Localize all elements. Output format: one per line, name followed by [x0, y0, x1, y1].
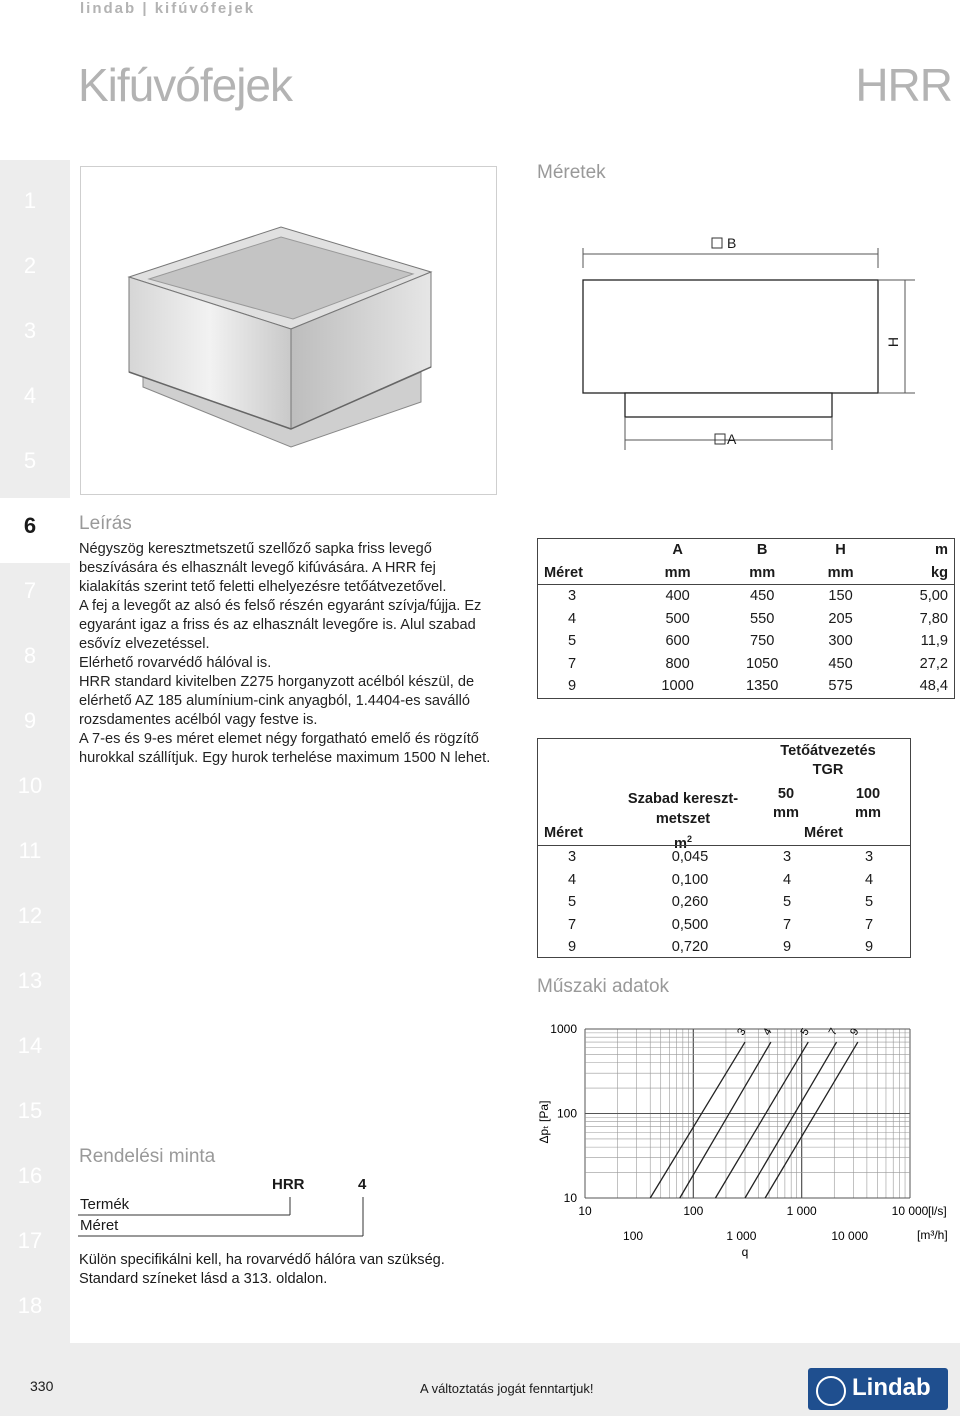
free-area-title-2: metszet [655, 811, 711, 827]
breadcrumb: lindab | kifúvófejek [80, 0, 256, 17]
description-paragraph: Négyszög keresztmetszetű szellőző sapka friss levegő beszívására és elhasznált levegő kifúvására. A HRR fej kialakítás szerint tető feletti elhelyezésre tetőátvezetővel. [79, 541, 447, 595]
table-cell: 0,100 [671, 871, 709, 888]
order-code-size: 4 [358, 1176, 367, 1193]
x-unit-m3h: [m³/h] [917, 1228, 948, 1242]
x-tick-label-m3h: 100 [623, 1229, 644, 1243]
table-row [538, 936, 910, 959]
description-heading: Leírás [79, 513, 132, 534]
chapter-number[interactable]: 16 [17, 1163, 43, 1188]
x-tick-label-ls: 10 000 [891, 1204, 929, 1218]
table-header-cell: kg [930, 564, 948, 581]
table-cell: 9 [864, 939, 874, 956]
chapter-number[interactable]: 5 [23, 448, 37, 473]
order-note-2: Standard színeket lásd a 313. oldalon. [79, 1271, 328, 1287]
chapter-number[interactable]: 4 [23, 383, 37, 408]
table-cell: 575 [828, 678, 853, 695]
table-cell: 0,260 [671, 894, 709, 911]
footer-note: A változtatás jogát fenntartjuk! [420, 1381, 594, 1396]
table-cell: 4 [568, 871, 577, 888]
chapter-number[interactable]: 9 [23, 708, 37, 733]
chapter-number[interactable]: 15 [17, 1098, 43, 1123]
dimension-a-label: A [727, 431, 737, 447]
col-50-unit: mm [773, 805, 799, 821]
roof-hood-illustration [81, 167, 496, 494]
table-cell: 3 [568, 588, 577, 605]
table-cell: 3 [782, 849, 792, 866]
free-area-unit: m [674, 835, 687, 852]
tgr-header [768, 742, 888, 780]
table-cell: 4 [782, 871, 792, 888]
chapter-number[interactable]: 14 [17, 1033, 43, 1058]
chapter-number[interactable]: 7 [23, 578, 37, 603]
chart-grid [585, 1029, 910, 1198]
series-label-9: 9 [848, 1026, 862, 1038]
product-photo [80, 166, 497, 495]
y-tick-label: 10 [563, 1191, 577, 1205]
description-paragraph: Elérhető rovarvédő hálóval is. [79, 655, 272, 671]
table-cell: 11,9 [920, 633, 948, 650]
table-cell: 4 [864, 871, 874, 888]
table-cell: 300 [828, 633, 853, 650]
table-row [538, 608, 955, 631]
series-label-4: 4 [761, 1026, 775, 1038]
table-header-cell: m [935, 542, 948, 559]
y-tick-label: 100 [556, 1106, 577, 1121]
tgr-size-header: Méret [804, 825, 843, 841]
table-cell: 7 [568, 916, 577, 933]
col-100-unit: mm [855, 805, 881, 821]
table-cell: 4 [568, 610, 577, 627]
table-row [538, 630, 955, 653]
chapter-number[interactable]: 17 [17, 1228, 43, 1253]
x-tick-label-ls: 100 [683, 1204, 704, 1218]
table-cell: 48,4 [919, 678, 948, 695]
table-cell: 3 [864, 849, 874, 866]
chapter-number[interactable]: 1 [23, 188, 37, 213]
table-cell: 550 [750, 610, 775, 627]
order-heading: Rendelési minta [79, 1146, 216, 1167]
table-cell: 5,00 [919, 588, 948, 605]
free-area-table [537, 738, 911, 958]
table-cell: 500 [665, 610, 690, 627]
table-cell: 0,720 [671, 939, 709, 956]
series-label-7: 7 [826, 1026, 841, 1038]
chapter-number[interactable]: 8 [23, 643, 37, 668]
page-title: Kifúvófejek [78, 59, 293, 111]
dimensions-heading: Méretek [537, 162, 606, 183]
description-paragraph: HRR standard kivitelben Z275 horganyzott acélból készül, de elérhető AZ 185 alumínium-cink anyagból, 1.4404-es saválló rozsdamentes acélból vagy festve is. [79, 674, 475, 728]
chapter-number[interactable]: 12 [17, 903, 43, 928]
table-cell: 9 [568, 939, 577, 956]
col-50-label: 50 [777, 786, 795, 802]
table-cell: 7 [568, 655, 577, 672]
chapter-number[interactable]: 18 [17, 1293, 43, 1318]
tgr-subtitle: TGR [812, 762, 844, 778]
x-tick-label-m3h: 1 000 [726, 1229, 757, 1243]
x-axis-label: q [741, 1245, 749, 1259]
order-label-product: Termék [80, 1196, 130, 1213]
order-code-product: HRR [272, 1176, 305, 1193]
chapter-number[interactable]: 2 [23, 253, 37, 278]
chapter-number-active[interactable]: 6 [23, 513, 37, 538]
table-row [538, 846, 910, 869]
dimension-b-label: B [727, 235, 737, 251]
table-cell: 450 [828, 655, 853, 672]
series-line-5 [715, 1042, 808, 1198]
table-cell: 1350 [745, 678, 779, 695]
free-area-unit-sup: 2 [686, 834, 692, 844]
chapter-number[interactable]: 10 [17, 773, 43, 798]
technical-data-heading: Műszaki adatok [537, 976, 670, 997]
dimension-h-label: H [885, 336, 902, 348]
table-cell: 1050 [745, 655, 779, 672]
series-line-9 [765, 1042, 858, 1198]
table-row [538, 675, 955, 698]
chapter-number[interactable]: 13 [17, 968, 43, 993]
col-100-label: 100 [855, 786, 881, 802]
y-axis-label: Δpₜ [Pa] [537, 1100, 551, 1144]
table-cell: 3 [568, 849, 577, 866]
table-row [538, 869, 910, 892]
x-tick-label-ls: 10 [578, 1204, 592, 1218]
table-cell: 5 [568, 633, 577, 650]
table-header-cell: Méret [544, 564, 583, 581]
table-cell: 5 [568, 894, 577, 911]
table-row [538, 914, 910, 937]
tgr-title: Tetőátvezetés [780, 743, 876, 759]
col-50 [766, 785, 806, 823]
table-cell: 1000 [661, 678, 694, 695]
table-cell: 600 [665, 633, 690, 650]
table-cell: 9 [568, 678, 577, 695]
table-cell: 0,500 [671, 916, 709, 933]
x-tick-label-ls: 1 000 [786, 1204, 817, 1218]
order-note-1: Külön specifikálni kell, ha rovarvédő hálóra van szükség. [79, 1252, 445, 1268]
table-cell: 205 [828, 610, 853, 627]
x-tick-label-m3h: 10 000 [831, 1229, 869, 1243]
chapter-number[interactable]: 3 [23, 318, 37, 343]
chart-curves [650, 1042, 858, 1198]
order-label-size: Méret [80, 1217, 119, 1234]
table-cell: 0,045 [671, 849, 709, 866]
table-header-cell: B [756, 542, 768, 559]
table-cell: 7,80 [919, 610, 948, 627]
description-text [79, 540, 499, 768]
table-header-cell: mm [664, 564, 691, 581]
table-cell: 750 [750, 633, 775, 650]
series-label-5: 5 [798, 1026, 812, 1038]
table-cell: 27,2 [919, 655, 948, 672]
lindab-logo [808, 1368, 948, 1410]
chapter-number[interactable]: 11 [18, 838, 42, 863]
table-cell: 7 [864, 916, 874, 933]
table-cell: 400 [665, 588, 690, 605]
table-cell: 800 [665, 655, 690, 672]
page-number: 330 [30, 1378, 54, 1394]
logo-text: Lindab [852, 1374, 931, 1401]
order-pointer-lines [78, 1195, 378, 1245]
dimensions-drawing [575, 228, 925, 458]
table-header-cell [538, 539, 636, 562]
table-row [538, 653, 955, 676]
table-header-cell: mm [749, 564, 776, 581]
table-row [538, 585, 955, 608]
table-cell: 9 [782, 939, 792, 956]
description-paragraph: A fej a levegőt az alsó és felső részén egyaránt szívja/fújja. Ez egyaránt igaz a friss és az elhasznált levegőre is. Alul szabad esővíz elvezetéssel. [79, 598, 482, 652]
table-row [538, 891, 910, 914]
dimensions-table [537, 538, 955, 699]
description-paragraph: A 7-es és 9-es méret elemet négy forgatható emelő és rögzítő hurokkal szállítjuk. Egy hurok terhelése maximum 1500 N lehet. [79, 731, 491, 766]
col-100 [848, 785, 888, 823]
table-cell: 150 [828, 588, 853, 605]
y-tick-label: 1000 [550, 1022, 577, 1036]
table-cell: 7 [782, 916, 792, 933]
logo-symbol-icon [816, 1376, 846, 1406]
x-unit-ls: [l/s] [928, 1204, 947, 1218]
free-area-rows [538, 846, 910, 959]
table-cell: 450 [750, 588, 775, 605]
table-header-cell: A [672, 542, 683, 559]
series-line-3 [650, 1042, 745, 1198]
product-code-title: HRR [855, 59, 952, 111]
table-header-cell: mm [827, 564, 854, 581]
table-header-cell: H [835, 542, 846, 559]
table-cell: 5 [782, 894, 792, 911]
size-header: Méret [544, 825, 583, 841]
free-area-title: Szabad kereszt- [627, 791, 739, 807]
table-cell: 5 [864, 894, 874, 911]
chapter-sidebar [0, 160, 70, 1343]
pressure-drop-chart [530, 1015, 955, 1280]
series-label-3: 3 [735, 1026, 749, 1038]
